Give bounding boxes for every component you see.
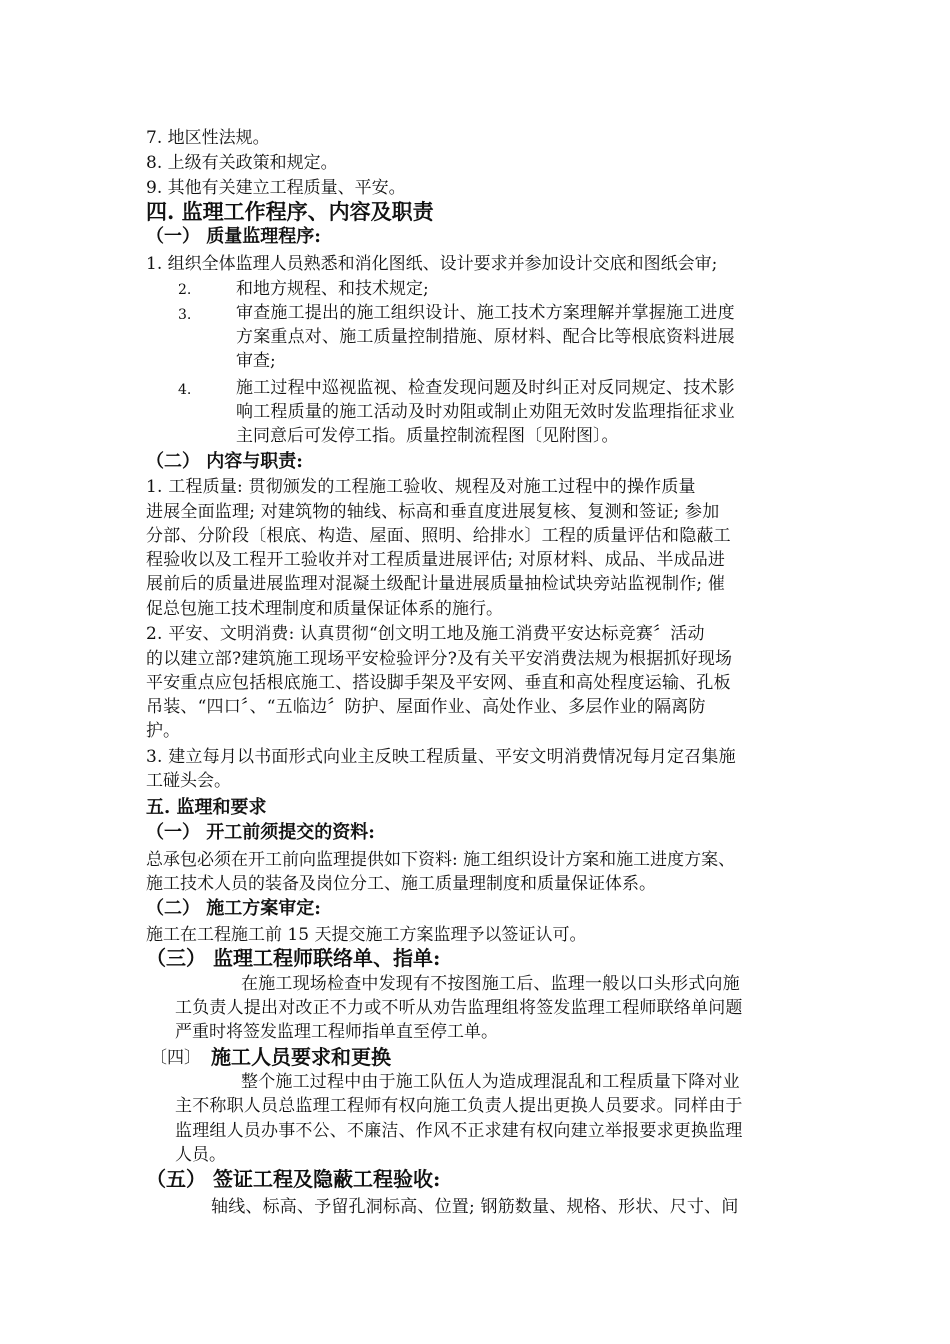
paragraph-line: 整个施工过程中由于施工队伍人为造成理混乱和工程质量下降对业 <box>241 1072 740 1092</box>
subsection-number-5-4: 〔四〕 <box>150 1048 201 1068</box>
paragraph-line: 平安重点应包括根底施工、搭设脚手架及平安网、垂直和高处程度运输、孔板 <box>146 673 731 693</box>
paragraph-line: 1. 工程质量: 贯彻颁发的工程施工验收、规程及对施工过程中的操作质量 <box>146 477 696 497</box>
paragraph-line: 促总包施工技术理制度和质量保证体系的施行。 <box>146 599 503 619</box>
paragraph-line: 严重时将签发监理工程师指单直至停工单。 <box>175 1022 498 1042</box>
paragraph-line: 主同意后可发停工指。质量控制流程图〔见附图〕。 <box>236 426 619 446</box>
paragraph-line: 响工程质量的施工活动及时劝阻或制止劝阻无效时发监理指征求业 <box>236 402 735 422</box>
paragraph-line: 施工技术人员的装备及岗位分工、施工质量理制度和质量保证体系。 <box>146 874 656 894</box>
paragraph-line: 人员。 <box>175 1145 226 1165</box>
paragraph-line: 工碰头会。 <box>146 771 231 791</box>
paragraph-line: 方案重点对、施工质量控制措施、原材料、配合比等根底资料进展 <box>236 327 735 347</box>
paragraph-line: 和地方规程、和技术规定; <box>236 279 429 299</box>
paragraph-line: 轴线、标高、予留孔洞标高、位置; 钢筋数量、规格、形状、尺寸、间 <box>211 1197 739 1217</box>
subsection-heading-5-1: （一） 开工前须提交的资料: <box>146 822 375 843</box>
paragraph-line: 的以建立部?建筑施工现场平安检验评分?及有关平安消费法规为根据抓好现场 <box>146 649 733 669</box>
paragraph-line: 监理组人员办事不公、不廉洁、作风不正求建有权向建立举报要求更换监理 <box>175 1121 743 1141</box>
paragraph-line: 施工在工程施工前 15 天提交施工方案监理予以签证认可。 <box>146 925 587 945</box>
subsection-heading-4-1: （一） 质量监理程序: <box>146 226 321 247</box>
list-number: 4. <box>178 382 192 398</box>
paragraph-line: 2. 平安、文明消费: 认真贯彻“创文明工地及施工消费平安达标竞赛〞活动 <box>146 624 705 644</box>
paragraph-line: 护。 <box>146 721 180 741</box>
paragraph-line: 展前后的质量进展监理对混凝土级配计量进展质量抽检试块旁站监视制作; 催 <box>146 574 726 594</box>
subsection-heading-4-2: （二） 内容与职责: <box>146 451 303 472</box>
section-heading-4: 四. 监理工作程序、内容及职责 <box>146 199 434 224</box>
paragraph-line: 进展全面监理; 对建筑物的轴线、标高和垂直度进展复核、复测和签证; 参加 <box>146 502 720 522</box>
paragraph-line: 工负责人提出对改正不力或不听从劝告监理组将签发监理工程师联络单问题 <box>175 998 743 1018</box>
list-item-8: 8. 上级有关政策和规定。 <box>146 153 338 173</box>
subsection-heading-5-3: （三） 监理工程师联络单、指单: <box>146 946 441 970</box>
list-item-9: 9. 其他有关建立工程质量、平安。 <box>146 178 406 198</box>
paragraph-line: 总承包必须在开工前向监理提供如下资料: 施工组织设计方案和施工进度方案、 <box>146 850 736 870</box>
subsection-heading-5-4: 施工人员要求和更换 <box>211 1045 391 1069</box>
list-item-7: 7. 地区性法规。 <box>146 128 270 148</box>
subsection-heading-5-2: （二） 施工方案审定: <box>146 898 321 919</box>
list-number: 3. <box>178 307 192 323</box>
paragraph-line: 1. 组织全体监理人员熟悉和消化图纸、设计要求并参加设计交底和图纸会审; <box>146 254 718 274</box>
paragraph-line: 在施工现场检查中发现有不按图施工后、监理一般以口头形式向施 <box>241 974 740 994</box>
paragraph-line: 审查施工提出的施工组织设计、施工技术方案理解并掌握施工进度 <box>236 303 735 323</box>
section-heading-5: 五. 监理和要求 <box>146 797 267 818</box>
paragraph-line: 主不称职人员总监理工程师有权向施工负责人提出更换人员要求。同样由于 <box>175 1096 743 1116</box>
paragraph-line: 吊装、“四口〞、“五临边〞防护、屋面作业、高处作业、多层作业的隔离防 <box>146 697 706 717</box>
paragraph-line: 审查; <box>236 351 276 371</box>
list-number: 2. <box>178 282 192 298</box>
paragraph-line: 施工过程中巡视监视、检查发现问题及时纠正对反同规定、技术影 <box>236 378 735 398</box>
paragraph-line: 程验收以及工程开工验收并对工程质量进展评估; 对原材料、成品、半成品进 <box>146 550 726 570</box>
subsection-heading-5-5: （五） 签证工程及隐蔽工程验收: <box>146 1167 441 1191</box>
paragraph-line: 3. 建立每月以书面形式向业主反映工程质量、平安文明消费情况每月定召集施 <box>146 747 736 767</box>
paragraph-line: 分部、分阶段〔根底、构造、屋面、照明、给排水〕工程的质量评估和隐蔽工 <box>146 526 731 546</box>
